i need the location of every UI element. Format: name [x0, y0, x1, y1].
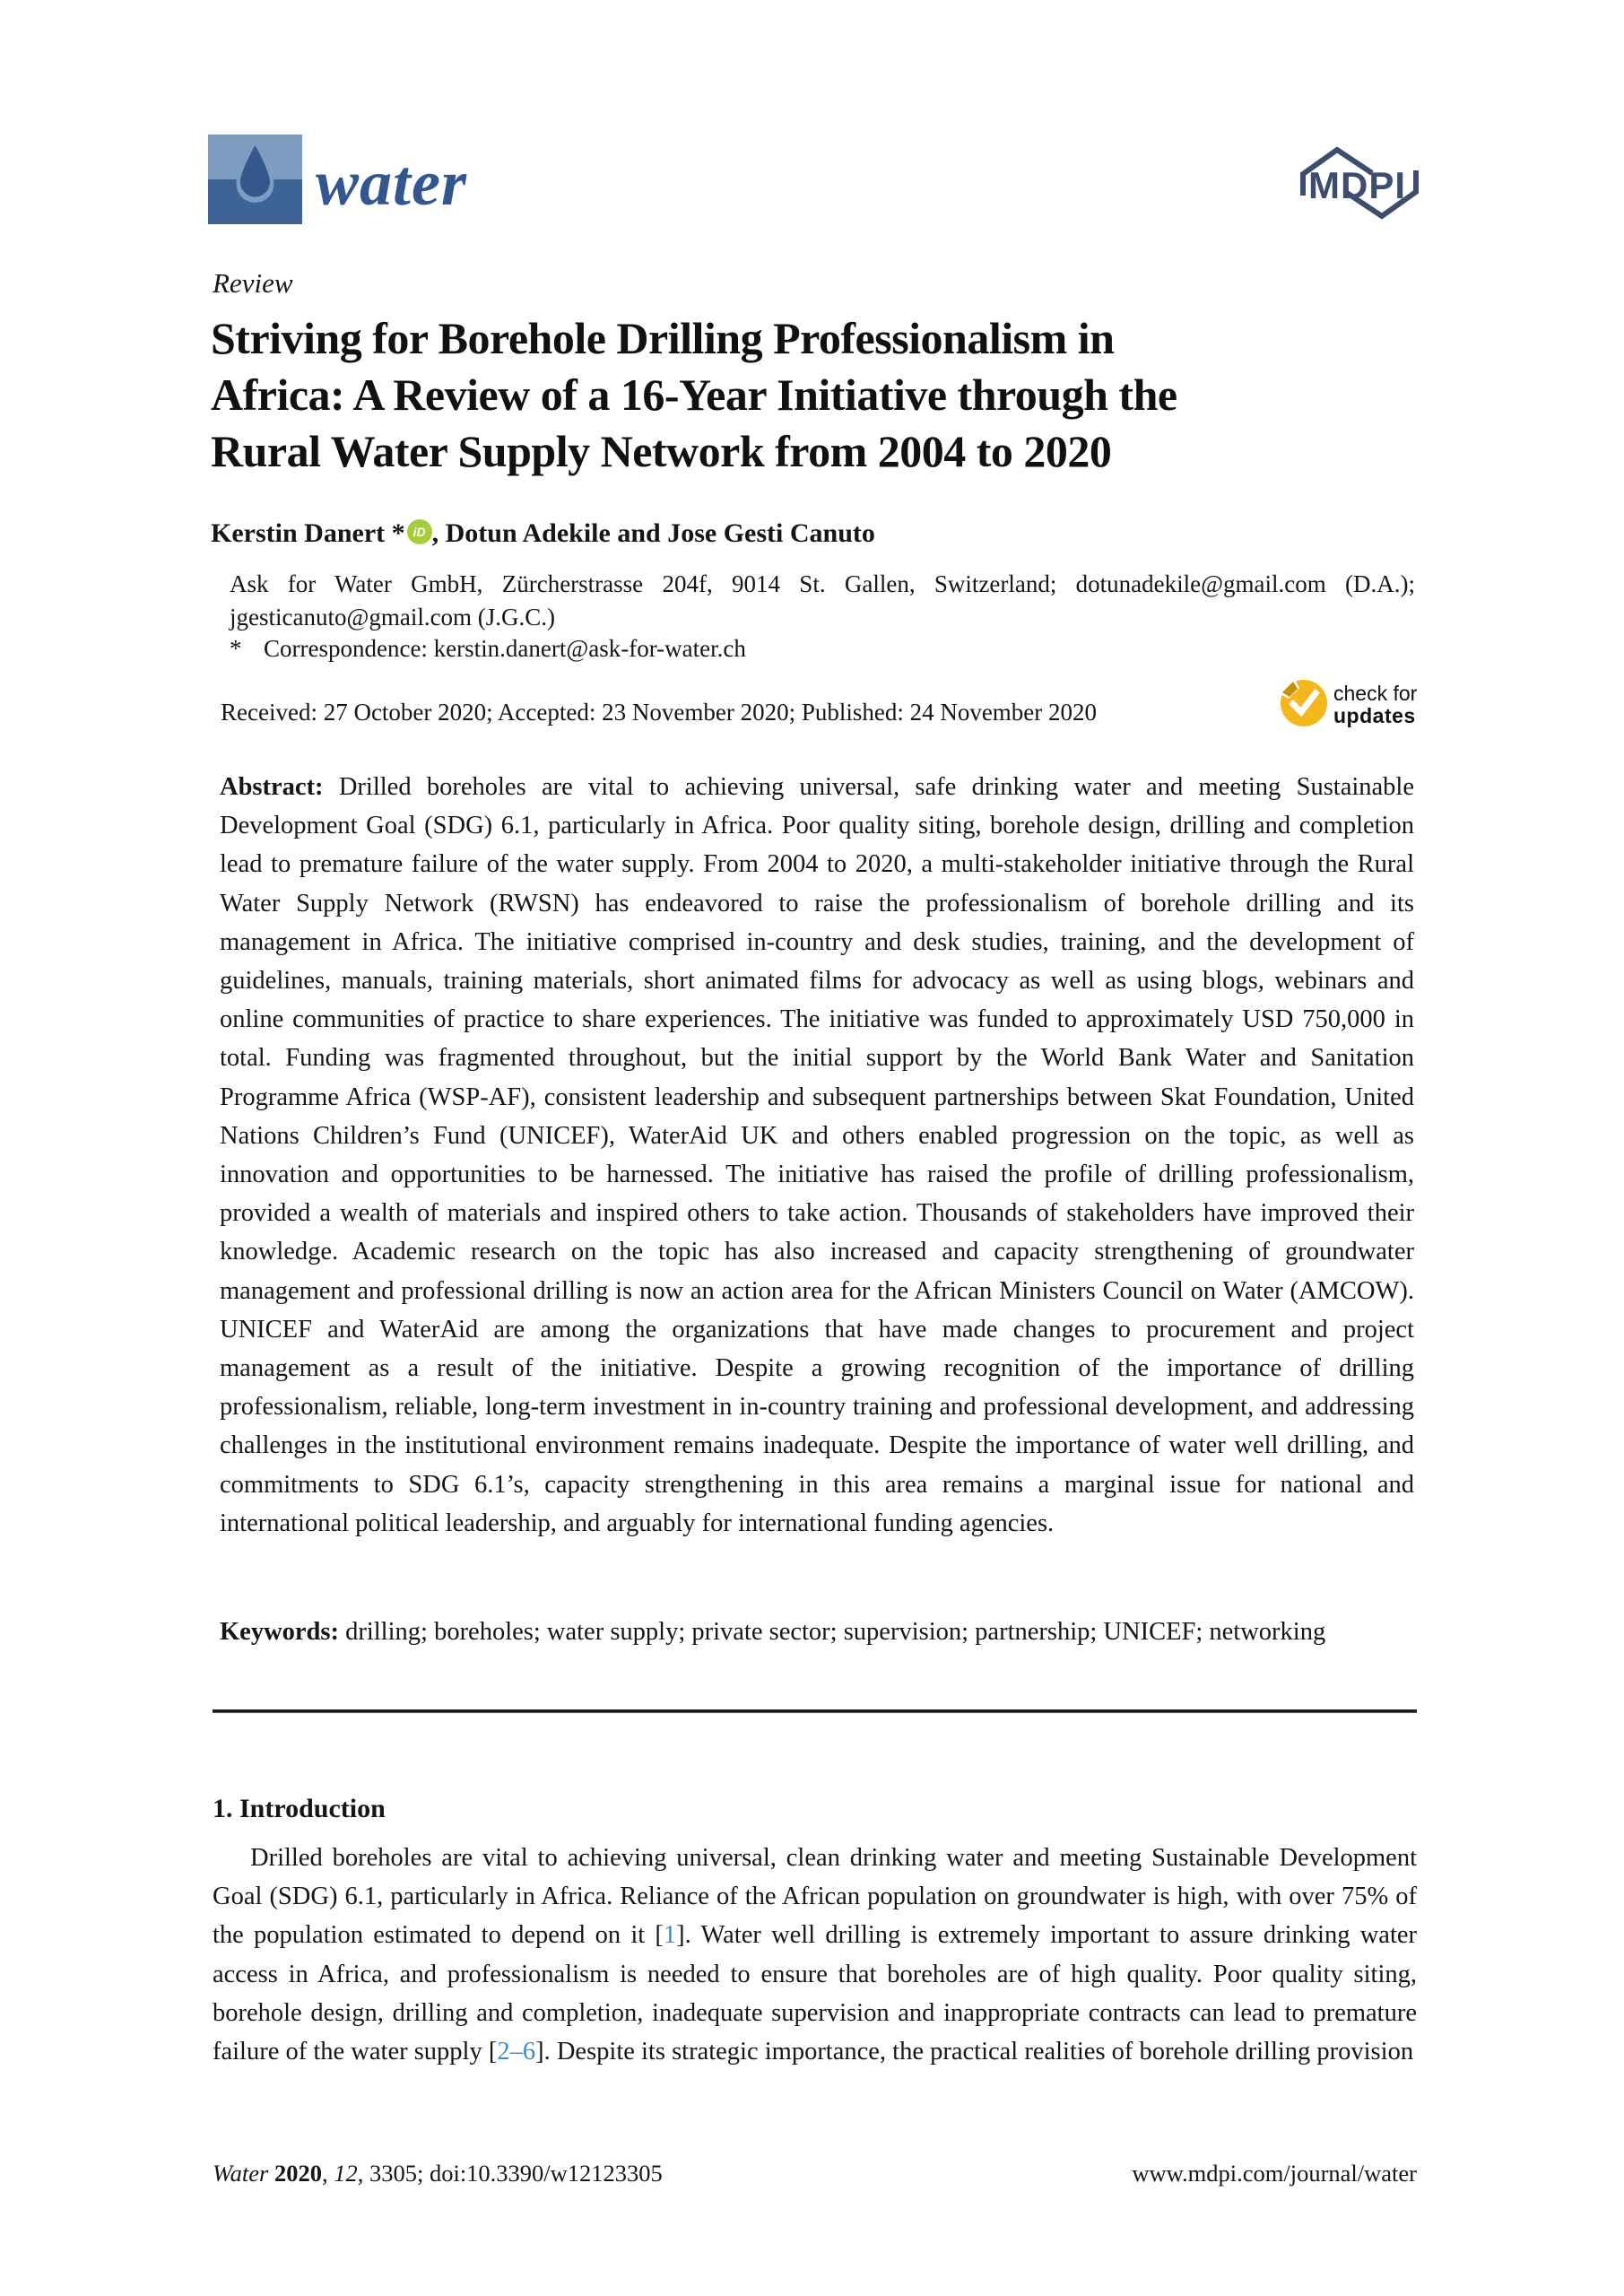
check-for-updates-badge[interactable]: [1281, 680, 1417, 727]
badge-line-2[interactable]: updates: [1333, 704, 1416, 727]
title-line-2: Africa: A Review of a 16-Year Initiative through the: [211, 370, 1177, 420]
intro-text-2: ]. Water well drilling is extremely important to assure drinking water access in Africa, and professionalism is needed to ensure that boreholes are of high quality. Poor quality siting, borehole design, drilling and completion, inadequate supervision and inappropriate contracts can lead to premature failure of the water supply [: [213, 1921, 1418, 2066]
correspondence-marker: *: [230, 635, 242, 662]
correspondence-text[interactable]: Correspondence: kerstin.danert@ask-for-water.ch: [264, 635, 746, 662]
citation-ref-1[interactable]: 1: [663, 1921, 677, 1950]
footer-citation: [213, 2160, 663, 2187]
introduction-heading: 1. Introduction: [213, 1794, 386, 1823]
mdpi-logo: [1297, 142, 1422, 224]
page-footer: [213, 2160, 1417, 2187]
intro-text-1: Drilled boreholes are vital to achieving universal, clean drinking water and meeting Sustainable Development Goal (SDG) 6.1, particularly in Africa. Reliance of the African population on groundwater is high, with over 75% of the population estimated to depend on it [: [213, 1844, 1417, 1950]
correspondence-line: [230, 635, 746, 663]
title-line-1: Striving for Borehole Drilling Professionalism in: [211, 313, 1115, 363]
footer-journal-url[interactable]: www.mdpi.com/journal/water: [1132, 2160, 1417, 2187]
abstract-label: Abstract:: [220, 773, 324, 801]
abstract-text: Drilled boreholes are vital to achieving universal, safe drinking water and meeting Sustainable Development Goal (SDG) 6.1, particularly in Africa. Poor quality siting, borehole design, drilling and completion lead to premature failure of the water supply. From 2004 to 2020, a multi-stakeholder initiative through the Rural Water Supply Network (RWSN) has endeavored to raise the professionalism of borehole drilling and its management in Africa. The initiative comprised in-country and desk studies, training, and the development of guidelines, manuals, training materials, short animated films for advocacy as well as using blogs, webinars and online communities of practice to share experiences. The initiative was funded to approximately USD 750,000 in total. Funding was fragmented throughout, but the initial support by the World Bank Water and Sanitation Programme Africa (WSP-AF), consistent leadership and subsequent partnerships between Skat Foundation, United Nations Children’s Fund (UNICEF), WaterAid UK and others enabled progression on the topic, as well as innovation and opportunities to be harnessed. The initiative has raised the profile of drilling professionalism, provided a wealth of materials and inspired others to take action. Thousands of stakeholders have improved their knowledge. Academic research on the topic has also increased and capacity strengthening of groundwater management and professional drilling is now an action area for the African Ministers Council on Water (AMCOW). UNICEF and WaterAid are among the organizations that have made changes to procurement and project management as a result of the initiative. Despite a growing recognition of the importance of drilling professionalism, reliable, long-term investment in in-country training and professional development, and addressing challenges in the institutional environment remains inadequate. Despite the importance of water well drilling, and commitments to SDG 6.1’s, capacity strengthening in this area remains a marginal issue for national and international political leadership, and arguably for international funding agencies.: [220, 773, 1414, 1537]
journal-name: water: [316, 147, 468, 219]
keywords-text: drilling; boreholes; water supply; private sector; supervision; partnership; UNICEF; networking: [345, 1618, 1326, 1646]
citation-ref-2-6[interactable]: 2–6: [497, 2038, 536, 2066]
intro-text-3: ]. Despite its strategic importance, the practical realities of borehole drilling provision: [535, 2038, 1414, 2066]
article-type-label: Review: [213, 267, 293, 299]
badge-line-1[interactable]: check for: [1333, 682, 1418, 705]
author-rest: , Dotun Adekile and Jose Gesti Canuto: [431, 518, 875, 548]
mdpi-hexagon-icon: [1297, 142, 1422, 224]
keywords-label: Keywords:: [220, 1618, 339, 1646]
section-divider: [213, 1709, 1417, 1713]
footer-year: 2020: [274, 2160, 322, 2187]
footer-volume: 12: [334, 2160, 358, 2187]
page-title: [211, 310, 1430, 480]
footer-doi[interactable]: , 3305; doi:10.3390/w12123305: [357, 2160, 663, 2187]
article-dates: Received: 27 October 2020; Accepted: 23 November 2020; Published: 24 November 2020: [221, 699, 1098, 726]
water-drop-logo-icon: [208, 135, 302, 224]
orcid-icon[interactable]: iD: [407, 519, 432, 544]
abstract-paragraph: [220, 768, 1414, 1543]
footer-sep: ,: [321, 2160, 334, 2187]
check-updates-text[interactable]: [1333, 680, 1417, 727]
title-line-3: Rural Water Supply Network from 2004 to 2020: [211, 426, 1112, 476]
author-lead: Kerstin Danert *: [211, 518, 405, 548]
affiliation-text: Ask for Water GmbH, Zürcherstrasse 204f, 9014 St. Gallen, Switzerland; dotunadekile@gmail.com (D.A.); jgesticanuto@gmail.com (J.G.C.): [230, 570, 1415, 631]
footer-journal-name: Water: [213, 2160, 274, 2187]
water-journal-logo: [208, 135, 302, 224]
author-list: [211, 518, 875, 549]
introduction-paragraph: [213, 1839, 1417, 2071]
svg-text:MDPI: MDPI: [1308, 164, 1406, 206]
check-updates-icon[interactable]: [1281, 680, 1327, 726]
keywords-paragraph: [220, 1613, 1414, 1652]
